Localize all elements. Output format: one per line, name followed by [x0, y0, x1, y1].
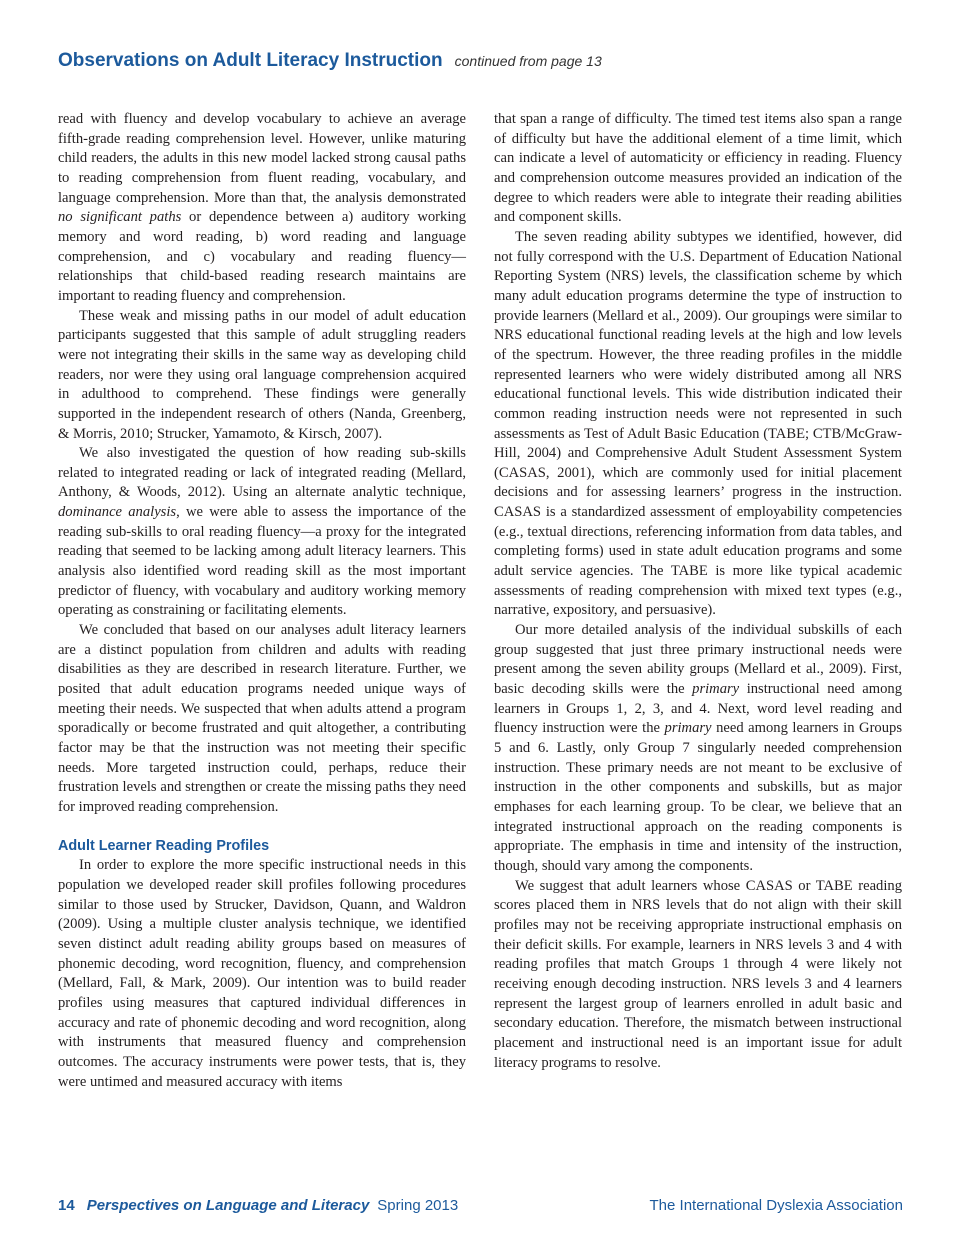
page-footer [58, 1197, 903, 1219]
paragraph: The seven reading ability subtypes we identified, however, did not fully correspond with the U.S. Department of Education National Reporting System (NRS) levels, the classification scheme by which many adult education programs determine the type of instruction to provide learners (Mellard et al., 2009). Our groupings were similar to NRS educational functional reading levels at the high and low levels of the spectrum. However, the three reading profiles in the middle represented learners who were widely distributed among all NRS educational functional levels. This wide distribution indicated their common reading instruction needs were not represented in such assessments as Test of Adult Basic Education (TABE; CTB/McGraw-Hill, 2004) and Comprehensive Adult Student Assessment System (CASAS, 2001), which are commonly used for initial placement decisions and for assessing learners’ progress in the instruction. CASAS is a standardized assessment of employability competencies (e.g., textual directions, referencing information from data tables, and completing forms) used in state adult education programs and some adult service agencies. The TABE is more like typical academic assessments of reading comprehension with mixed text types (e.g., narrative, expository, and persuasive). [494, 228, 902, 619]
organization-name: The International Dyslexia Association [649, 1197, 903, 1214]
paragraph: that span a range of difficulty. The timed test items also span a range of difficulty but have the additional element of a time limit, which can indicate a level of automaticity or efficiency in reading. Fluency and comprehension outcome measures provided an indication of the degree to which readers were able to integrate their reading abilities and component skills. [494, 111, 902, 226]
paragraph: These weak and missing paths in our model of adult education participants suggested that this sample of adult struggling readers were not integrating their skills in the same way as developing child readers, nor were they using oral language comprehension acquired in adulthood to comprehend. These findings were generally supported in the independent research of others (Nanda, Greenberg, & Morris, 2010; Strucker, Yamamoto, & Kirsch, 2007). [58, 307, 466, 442]
right-column [494, 110, 902, 1073]
issue-date: Spring 2013 [377, 1197, 459, 1214]
emphasis: primary [692, 681, 740, 698]
paragraph: We suggest that adult learners whose CASAS or TABE reading scores placed them in NRS levels that do not align with their skill profiles may not be receiving appropriate instructional emphasis on their deficit skills. For example, learners in NRS levels 3 and 4 with reading profiles that match Groups 1 through 4 were likely not receiving enough decoding instruction. NRS levels 3 and 4 learners represent the largest group of learners enrolled in adult basic and secondary education. Therefore, the mismatch between instructional placement and instructional need is an important issue for adult literacy programs to resolve. [494, 877, 902, 1071]
continued-note: continued from page 13 [454, 53, 602, 69]
paragraph: We concluded that based on our analyses adult literacy learners are a distinct population from children and adults with reading disabilities as they are described in research literature. Further, we posited that adult education programs needed unique ways of meeting their needs. We suspected that when adults attend a program sporadically or become frustrated and quit altogether, a contributing factor may be that the instruction was not meeting their specific needs. More targeted instruction could, perhaps, reduce their frustration levels and strengthen or create the missing paths they need for improved reading comprehension. [58, 622, 466, 815]
emphasis: no significant paths [58, 209, 182, 226]
article-title: Observations on Adult Literacy Instruction [58, 50, 443, 71]
paragraph: read with fluency and develop vocabulary to achieve an average fifth-grade reading comprehension level. However, unlike maturing child readers, the adults in this new model lacked strong causal paths to reading comprehension from fluent reading, vocabulary, and language comprehension. More than that, the analysis demonstrated no significant paths or dependence between a) auditory working memory and word reading, b) word reading and language comprehension, and c) vocabulary and reading fluency—relationships that child-based reading research maintains are important to reading fluency and comprehension. [58, 111, 466, 304]
paragraph: We also investigated the question of how reading sub-skills related to integrated reading or lack of integrated reading (Mellard, Anthony, & Woods, 2012). Using an alternate analytic technique, dominance analysis, we were able to assess the importance of the reading sub-skills to oral reading fluency—a proxy for the integrated reading that seemed to be lacking among adult literacy learners. This analysis also identified word reading skill as the most important predictor of fluency, with vocabulary and auditory working memory operating as constraining or facilitating elements. [58, 445, 466, 619]
section-heading: Adult Learner Reading Profiles [58, 837, 270, 854]
left-column [58, 110, 466, 1092]
paragraph: In order to explore the more specific instructional needs in this population we developed reader skill profiles following procedures similar to those used by Strucker, Davidson, Quann, and Waldron (2009). Using a multiple cluster analysis technique, we identified seven distinct adult reading ability groups based on measures of phonemic decoding, word recognition, fluency, and comprehension (Mellard, Fall, & Mark, 2009). Our intention was to build reader profiles using measures that captured individual differences in accuracy and rate of phonemic decoding and word recognition, along with instruments that measured fluency and comprehension outcomes. The accuracy instruments were power tests, that is, they were untimed and measured accuracy with items [58, 857, 466, 1090]
page-number: 14 [58, 1197, 75, 1214]
publication-name: Perspectives on Language and Literacy [86, 1197, 370, 1214]
emphasis: dominance analysis [58, 504, 177, 521]
emphasis: primary [664, 720, 712, 737]
page-header [58, 50, 908, 80]
paragraph: Our more detailed analysis of the individual subskills of each group suggested that just three primary instructional needs were present among the seven ability groups (Mellard et al., 2009). First, basic decoding skills were the primary instructional need among learners in Groups 1, 2, 3, and 4. Next, word level reading and fluency instruction were the primary need among learners in Groups 5 and 6. Lastly, only Group 7 singularly needed comprehension instruction. These primary needs are not meant to be exclusive of instruction in the other components and subskills, but as major emphases for each learning group. To be clear, we believe that an integrated instructional approach on the reading components is appropriate. The emphasis in time and intensity of the instruction, though, should vary among the components. [494, 622, 902, 874]
